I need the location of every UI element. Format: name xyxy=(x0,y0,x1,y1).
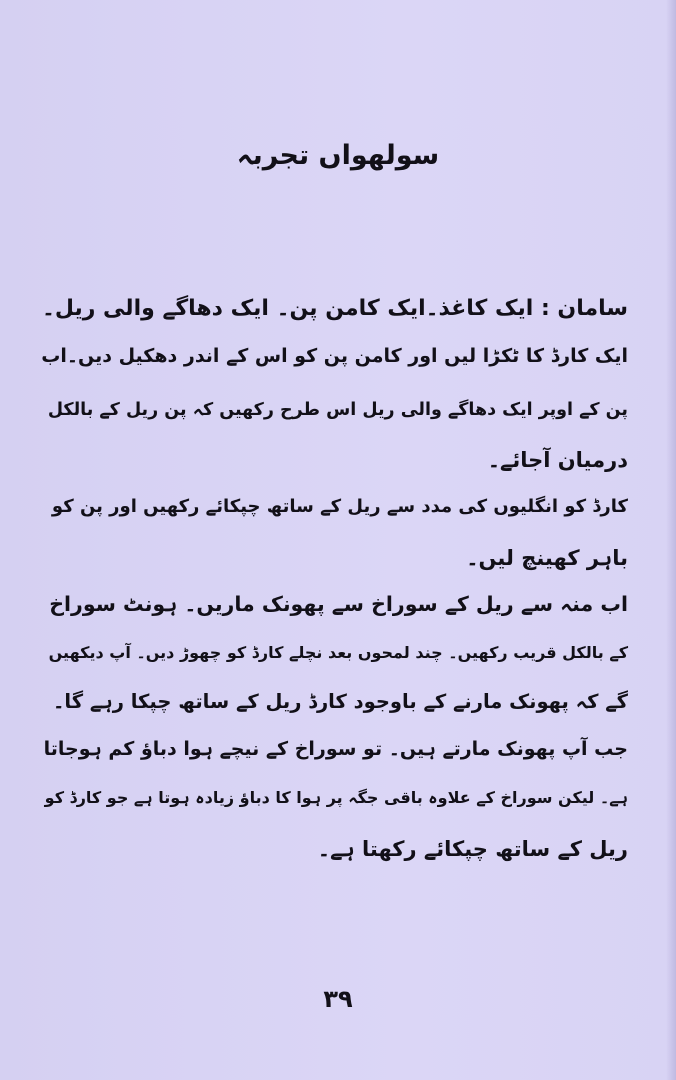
body-line: ایک کارڈ کا ٹکڑا لیں اور کامن پن کو اس کے اندر دھکیل دیں۔اب xyxy=(41,345,628,367)
materials-line: سامان : ایک کاغذ۔ایک کامن پن۔ ایک دھاگے والی ریل۔ xyxy=(41,296,628,321)
body-line: باہر کھینچ لیں۔ xyxy=(466,546,628,570)
page-number: ۳۹ xyxy=(323,985,353,1013)
body-line: کے بالکل قریب رکھیں۔ چند لمحوں بعد نچلے کارڈ کو چھوڑ دیں۔ آپ دیکھیں xyxy=(48,643,628,662)
body-line: ہے۔ لیکن سوراخ کے علاوہ باقی جگہ پر ہوا کا دباؤ زیادہ ہوتا ہے جو کارڈ کو xyxy=(44,788,628,807)
body-line: گے کہ پھونک مارنے کے باوجود کارڈ ریل کے ساتھ چپکا رہے گا۔ xyxy=(52,690,628,713)
body-line: پن کے اوپر ایک دھاگے والی ریل اس طرح رکھیں کہ پن ریل کے بالکل xyxy=(47,400,628,420)
body-line: درمیان آجائے۔ xyxy=(487,448,628,472)
page-title: سولھواں تجربہ xyxy=(236,140,440,171)
body-line: کارڈ کو انگلیوں کی مدد سے ریل کے ساتھ چپکائے رکھیں اور پن کو xyxy=(51,496,628,517)
body-line: اب منہ سے ریل کے سوراخ سے پھونک ماریں۔ ہونٹ سوراخ xyxy=(49,592,628,616)
body-line: ریل کے ساتھ چپکائے رکھتا ہے۔ xyxy=(317,837,628,861)
body-line: جب آپ پھونک مارتے ہیں۔ تو سوراخ کے نیچے ہوا دباؤ کم ہوجاتا xyxy=(43,738,628,760)
